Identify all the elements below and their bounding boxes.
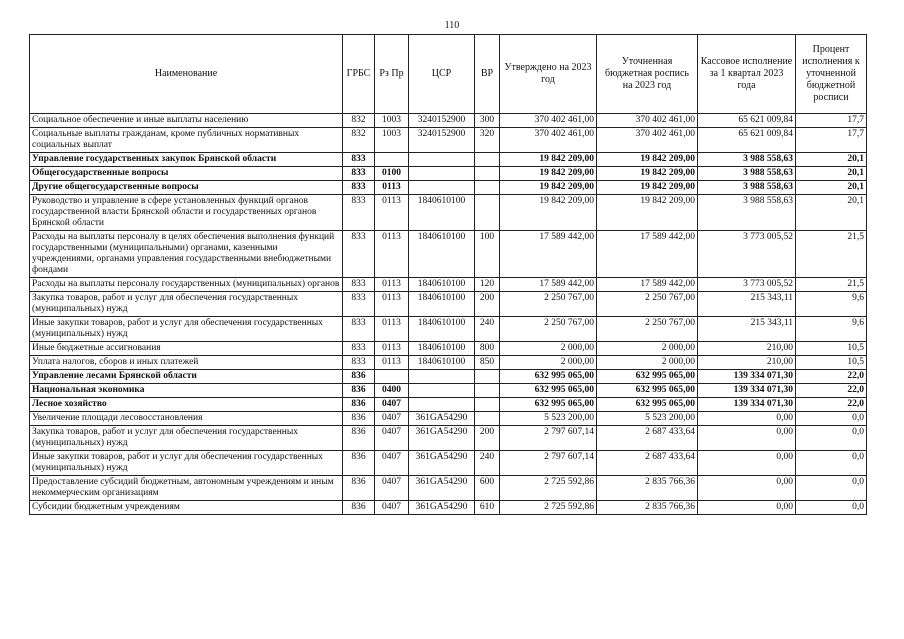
cell-csr: 1840610100 — [409, 278, 475, 292]
cell-grbs: 833 — [343, 167, 375, 181]
cell-rzpr — [375, 153, 409, 167]
cell-csr — [409, 153, 475, 167]
cell-percent: 20,1 — [796, 195, 867, 231]
cell-name: Иные закупки товаров, работ и услуг для обеспечения государственных (муниципальных) нужд — [30, 317, 343, 342]
cell-percent: 21,5 — [796, 278, 867, 292]
cell-vr — [475, 412, 500, 426]
cell-grbs: 836 — [343, 426, 375, 451]
cell-percent: 17,7 — [796, 128, 867, 153]
cell-rzpr: 0407 — [375, 476, 409, 501]
cell-refined: 17 589 442,00 — [597, 231, 698, 278]
cell-vr: 600 — [475, 476, 500, 501]
cell-grbs: 836 — [343, 476, 375, 501]
cell-cash: 139 334 071,30 — [698, 398, 796, 412]
cell-name: Субсидии бюджетным учреждениям — [30, 501, 343, 515]
table-row — [30, 356, 867, 370]
cell-approved: 5 523 200,00 — [500, 412, 597, 426]
cell-rzpr: 0113 — [375, 356, 409, 370]
cell-percent: 10,5 — [796, 356, 867, 370]
cell-refined: 2 835 766,36 — [597, 476, 698, 501]
cell-approved: 632 995 065,00 — [500, 384, 597, 398]
cell-vr: 120 — [475, 278, 500, 292]
table-row — [30, 412, 867, 426]
cell-csr: 3240152900 — [409, 114, 475, 128]
cell-rzpr: 0400 — [375, 384, 409, 398]
cell-cash: 3 773 005,52 — [698, 231, 796, 278]
budget-table — [29, 34, 867, 515]
cell-csr: 1840610100 — [409, 356, 475, 370]
cell-refined: 632 995 065,00 — [597, 398, 698, 412]
cell-approved: 19 842 209,00 — [500, 167, 597, 181]
page-number: 110 — [444, 20, 460, 31]
cell-grbs: 836 — [343, 501, 375, 515]
cell-approved: 2 725 592,86 — [500, 476, 597, 501]
cell-approved: 19 842 209,00 — [500, 181, 597, 195]
cell-grbs: 836 — [343, 370, 375, 384]
cell-rzpr: 0407 — [375, 398, 409, 412]
cell-rzpr: 1003 — [375, 114, 409, 128]
cell-name: Увеличение площади лесовосстановления — [30, 412, 343, 426]
cell-grbs: 833 — [343, 317, 375, 342]
table-row — [30, 384, 867, 398]
cell-percent: 22,0 — [796, 398, 867, 412]
cell-vr: 800 — [475, 342, 500, 356]
table-row — [30, 114, 867, 128]
header-cash: Кассовое исполнение за 1 квартал 2023 года — [698, 35, 796, 114]
cell-approved: 2 000,00 — [500, 342, 597, 356]
cell-grbs: 836 — [343, 384, 375, 398]
cell-percent: 17,7 — [796, 114, 867, 128]
cell-cash: 3 988 558,63 — [698, 195, 796, 231]
table-row — [30, 398, 867, 412]
cell-refined: 2 000,00 — [597, 356, 698, 370]
table-row — [30, 278, 867, 292]
cell-cash: 0,00 — [698, 476, 796, 501]
cell-rzpr — [375, 370, 409, 384]
cell-percent: 10,5 — [796, 342, 867, 356]
cell-rzpr: 1003 — [375, 128, 409, 153]
cell-csr: 361GA54290 — [409, 476, 475, 501]
cell-refined: 19 842 209,00 — [597, 195, 698, 231]
cell-csr: 1840610100 — [409, 292, 475, 317]
cell-refined: 2 835 766,36 — [597, 501, 698, 515]
table-row — [30, 181, 867, 195]
cell-percent: 9,6 — [796, 292, 867, 317]
cell-approved: 370 402 461,00 — [500, 128, 597, 153]
cell-cash: 3 988 558,63 — [698, 153, 796, 167]
cell-refined: 2 250 767,00 — [597, 317, 698, 342]
header-percent: Процент исполнения к уточненной бюджетной росписи — [796, 35, 867, 114]
header-refined: Уточненная бюджетная роспись на 2023 год — [597, 35, 698, 114]
cell-grbs: 833 — [343, 342, 375, 356]
table-row — [30, 317, 867, 342]
table-row — [30, 426, 867, 451]
cell-grbs: 833 — [343, 356, 375, 370]
cell-refined: 2 687 433,64 — [597, 426, 698, 451]
cell-name: Закупка товаров, работ и услуг для обеспечения государственных (муниципальных) нужд — [30, 426, 343, 451]
cell-percent: 22,0 — [796, 384, 867, 398]
cell-refined: 2 250 767,00 — [597, 292, 698, 317]
cell-grbs: 832 — [343, 114, 375, 128]
cell-grbs: 833 — [343, 231, 375, 278]
cell-grbs: 832 — [343, 128, 375, 153]
cell-percent: 20,1 — [796, 153, 867, 167]
cell-csr: 1840610100 — [409, 195, 475, 231]
cell-grbs: 833 — [343, 278, 375, 292]
cell-name: Управление лесами Брянской области — [30, 370, 343, 384]
cell-percent: 21,5 — [796, 231, 867, 278]
cell-approved: 632 995 065,00 — [500, 370, 597, 384]
table-row — [30, 167, 867, 181]
cell-csr — [409, 398, 475, 412]
cell-name: Национальная экономика — [30, 384, 343, 398]
cell-name: Управление государственных закупок Брянской области — [30, 153, 343, 167]
header-row — [30, 35, 867, 114]
cell-vr — [475, 195, 500, 231]
cell-refined: 632 995 065,00 — [597, 370, 698, 384]
cell-vr: 240 — [475, 451, 500, 476]
cell-percent: 9,6 — [796, 317, 867, 342]
table-row — [30, 195, 867, 231]
cell-name: Социальные выплаты гражданам, кроме публичных нормативных социальных выплат — [30, 128, 343, 153]
cell-vr: 850 — [475, 356, 500, 370]
cell-refined: 5 523 200,00 — [597, 412, 698, 426]
cell-approved: 2 250 767,00 — [500, 292, 597, 317]
cell-name: Расходы на выплаты персоналу государственных (муниципальных) органов — [30, 278, 343, 292]
header-csr: ЦСР — [409, 35, 475, 114]
cell-vr — [475, 153, 500, 167]
cell-cash: 215 343,11 — [698, 317, 796, 342]
cell-refined: 2 687 433,64 — [597, 451, 698, 476]
cell-rzpr: 0407 — [375, 501, 409, 515]
cell-name: Руководство и управление в сфере установленных функций органов государственной власти Брянской области и государственных органов Брянской области — [30, 195, 343, 231]
cell-csr — [409, 370, 475, 384]
cell-vr: 240 — [475, 317, 500, 342]
cell-refined: 370 402 461,00 — [597, 114, 698, 128]
cell-percent: 20,1 — [796, 181, 867, 195]
cell-approved: 17 589 442,00 — [500, 278, 597, 292]
cell-approved: 19 842 209,00 — [500, 153, 597, 167]
cell-percent: 22,0 — [796, 370, 867, 384]
cell-percent: 0,0 — [796, 501, 867, 515]
cell-rzpr: 0113 — [375, 181, 409, 195]
cell-name: Уплата налогов, сборов и иных платежей — [30, 356, 343, 370]
table-row — [30, 476, 867, 501]
cell-vr: 100 — [475, 231, 500, 278]
header-approved: Утверждено на 2023 год — [500, 35, 597, 114]
cell-csr — [409, 181, 475, 195]
cell-name: Социальное обеспечение и иные выплаты населению — [30, 114, 343, 128]
cell-vr — [475, 167, 500, 181]
cell-grbs: 833 — [343, 153, 375, 167]
table-row — [30, 370, 867, 384]
cell-percent: 0,0 — [796, 451, 867, 476]
cell-csr: 1840610100 — [409, 317, 475, 342]
cell-name: Общегосударственные вопросы — [30, 167, 343, 181]
cell-cash: 3 988 558,63 — [698, 167, 796, 181]
cell-vr — [475, 370, 500, 384]
cell-csr: 1840610100 — [409, 231, 475, 278]
cell-rzpr: 0113 — [375, 278, 409, 292]
cell-rzpr: 0100 — [375, 167, 409, 181]
cell-cash: 210,00 — [698, 342, 796, 356]
cell-cash: 0,00 — [698, 426, 796, 451]
cell-grbs: 836 — [343, 398, 375, 412]
cell-percent: 0,0 — [796, 426, 867, 451]
cell-percent: 0,0 — [796, 412, 867, 426]
cell-name: Расходы на выплаты персоналу в целях обеспечения выполнения функций государственными (муниципальными) органами, казенными учреждениями, органами управления государственными внебюджетными фондами — [30, 231, 343, 278]
cell-csr: 1840610100 — [409, 342, 475, 356]
cell-rzpr: 0113 — [375, 342, 409, 356]
cell-cash: 0,00 — [698, 451, 796, 476]
header-grbs: ГРБС — [343, 35, 375, 114]
header-rzpr: Рз Пр — [375, 35, 409, 114]
cell-rzpr: 0407 — [375, 426, 409, 451]
cell-vr: 200 — [475, 426, 500, 451]
cell-csr: 361GA54290 — [409, 426, 475, 451]
cell-grbs: 836 — [343, 412, 375, 426]
table-row — [30, 501, 867, 515]
cell-rzpr: 0113 — [375, 231, 409, 278]
cell-vr: 610 — [475, 501, 500, 515]
cell-cash: 139 334 071,30 — [698, 370, 796, 384]
cell-refined: 370 402 461,00 — [597, 128, 698, 153]
cell-cash: 3 988 558,63 — [698, 181, 796, 195]
cell-cash: 3 773 005,52 — [698, 278, 796, 292]
cell-rzpr: 0113 — [375, 292, 409, 317]
cell-cash: 210,00 — [698, 356, 796, 370]
cell-csr: 361GA54290 — [409, 412, 475, 426]
cell-csr — [409, 167, 475, 181]
cell-cash: 0,00 — [698, 412, 796, 426]
cell-percent: 20,1 — [796, 167, 867, 181]
cell-cash: 65 621 009,84 — [698, 114, 796, 128]
cell-name: Иные бюджетные ассигнования — [30, 342, 343, 356]
cell-cash: 0,00 — [698, 501, 796, 515]
cell-vr — [475, 181, 500, 195]
cell-cash: 215 343,11 — [698, 292, 796, 317]
cell-csr — [409, 384, 475, 398]
table-row — [30, 342, 867, 356]
cell-vr: 200 — [475, 292, 500, 317]
cell-approved: 17 589 442,00 — [500, 231, 597, 278]
table-body — [30, 114, 867, 515]
cell-refined: 2 000,00 — [597, 342, 698, 356]
cell-approved: 2 797 607,14 — [500, 451, 597, 476]
cell-approved: 2 797 607,14 — [500, 426, 597, 451]
cell-approved: 2 000,00 — [500, 356, 597, 370]
cell-name: Иные закупки товаров, работ и услуг для обеспечения государственных (муниципальных) нужд — [30, 451, 343, 476]
cell-refined: 17 589 442,00 — [597, 278, 698, 292]
cell-grbs: 833 — [343, 195, 375, 231]
header-name: Наименование — [30, 35, 343, 114]
cell-refined: 19 842 209,00 — [597, 181, 698, 195]
cell-approved: 632 995 065,00 — [500, 398, 597, 412]
cell-refined: 19 842 209,00 — [597, 167, 698, 181]
cell-rzpr: 0407 — [375, 451, 409, 476]
cell-approved: 19 842 209,00 — [500, 195, 597, 231]
cell-cash: 139 334 071,30 — [698, 384, 796, 398]
cell-vr: 300 — [475, 114, 500, 128]
cell-name: Закупка товаров, работ и услуг для обеспечения государственных (муниципальных) нужд — [30, 292, 343, 317]
cell-grbs: 836 — [343, 451, 375, 476]
cell-refined: 19 842 209,00 — [597, 153, 698, 167]
cell-approved: 2 725 592,86 — [500, 501, 597, 515]
table-row — [30, 451, 867, 476]
cell-name: Другие общегосударственные вопросы — [30, 181, 343, 195]
cell-name: Лесное хозяйство — [30, 398, 343, 412]
cell-grbs: 833 — [343, 181, 375, 195]
cell-vr — [475, 398, 500, 412]
cell-vr — [475, 384, 500, 398]
header-vr: ВР — [475, 35, 500, 114]
cell-grbs: 833 — [343, 292, 375, 317]
table-row — [30, 153, 867, 167]
cell-cash: 65 621 009,84 — [698, 128, 796, 153]
table-row — [30, 292, 867, 317]
cell-approved: 370 402 461,00 — [500, 114, 597, 128]
cell-rzpr: 0113 — [375, 195, 409, 231]
cell-rzpr: 0407 — [375, 412, 409, 426]
cell-csr: 3240152900 — [409, 128, 475, 153]
cell-percent: 0,0 — [796, 476, 867, 501]
cell-vr: 320 — [475, 128, 500, 153]
cell-csr: 361GA54290 — [409, 501, 475, 515]
cell-approved: 2 250 767,00 — [500, 317, 597, 342]
table-row — [30, 231, 867, 278]
cell-refined: 632 995 065,00 — [597, 384, 698, 398]
table-row — [30, 128, 867, 153]
cell-rzpr: 0113 — [375, 317, 409, 342]
cell-name: Предоставление субсидий бюджетным, автономным учреждениям и иным некоммерческим организациям — [30, 476, 343, 501]
cell-csr: 361GA54290 — [409, 451, 475, 476]
